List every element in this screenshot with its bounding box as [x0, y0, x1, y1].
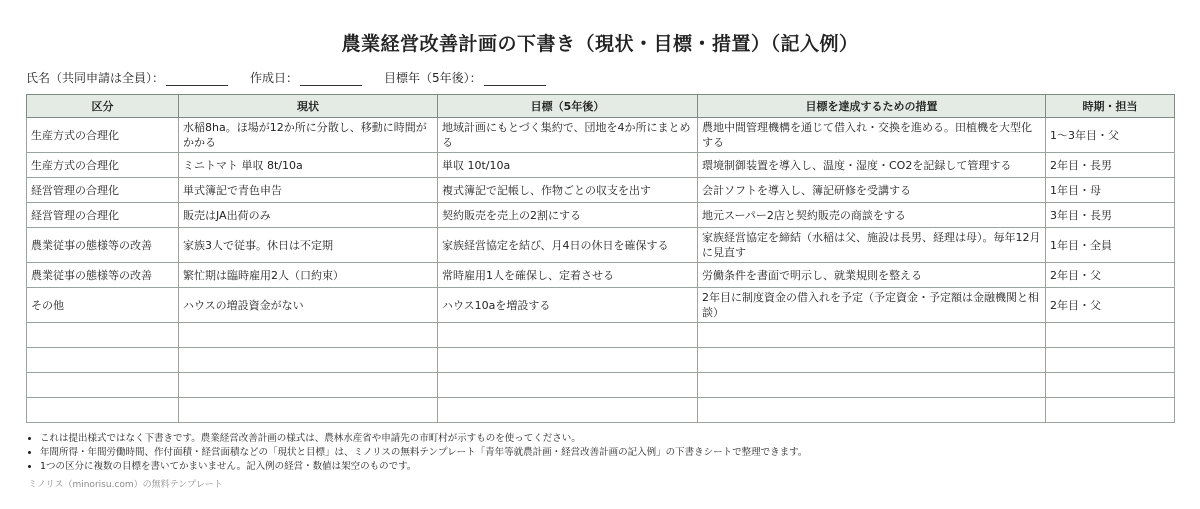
cell-current: 繁忙期は臨時雇用2人（口約束）	[179, 263, 438, 288]
name-label: 氏名（共同申請は全員）：	[26, 71, 165, 85]
name-blank	[166, 73, 228, 86]
empty-cell[interactable]	[438, 373, 698, 398]
plan-table	[26, 94, 1175, 423]
cell-goal: 単収 10t/10a	[438, 153, 698, 178]
empty-row	[27, 398, 1175, 423]
cell-timing: 1年目・全員	[1046, 228, 1175, 263]
cell-goal: 常時雇用1人を確保し、定着させる	[438, 263, 698, 288]
cell-current: ハウスの増設資金がない	[179, 288, 438, 323]
cell-goal: 複式簿記で記帳し、作物ごとの収支を出す	[438, 178, 698, 203]
cell-current: 単式簿記で青色申告	[179, 178, 438, 203]
empty-row	[27, 323, 1175, 348]
empty-cell[interactable]	[438, 348, 698, 373]
header-goal: 目標（5年後）	[438, 95, 698, 118]
footer-credit: ミノリス（minorisu.com）の無料テンプレート	[28, 480, 223, 490]
cell-timing: 2年目・長男	[1046, 153, 1175, 178]
cell-measures: 会計ソフトを導入し、簿記研修を受講する	[698, 178, 1046, 203]
cell-category: 農業従事の態様等の改善	[27, 263, 179, 288]
empty-cell[interactable]	[1046, 373, 1175, 398]
cell-category: 生産方式の合理化	[27, 118, 179, 153]
cell-category: 農業従事の態様等の改善	[27, 228, 179, 263]
note-item: • 年間所得・年間労働時間、作付面積・経営面積などの「現状と目標」は、ミノリスの無料テンプレート「青年等就農計画・経営改善計画の記入例」の下書きシートで整理できます。	[40, 446, 1174, 460]
cell-timing: 1〜3年目・父	[1046, 118, 1175, 153]
cell-measures: 地元スーパー2店と契約販売の商談をする	[698, 203, 1046, 228]
page-title: 農業経営改善計画の下書き（現状・目標・措置）（記入例）	[341, 33, 859, 55]
empty-row	[27, 373, 1175, 398]
empty-cell[interactable]	[179, 348, 438, 373]
header-measures: 目標を達成するための措置	[698, 95, 1046, 118]
table-row	[27, 263, 1175, 288]
meta-fields	[26, 66, 1174, 86]
empty-cell[interactable]	[438, 323, 698, 348]
cell-current: 水稲8ha。ほ場が12か所に分散し、移動に時間がかかる	[179, 118, 438, 153]
cell-current: 販売はJA出荷のみ	[179, 203, 438, 228]
table-row	[27, 228, 1175, 263]
empty-cell[interactable]	[698, 323, 1046, 348]
empty-cell[interactable]	[27, 398, 179, 423]
name-field	[26, 69, 228, 86]
header-timing: 時期・担当	[1046, 95, 1175, 118]
date-blank	[300, 73, 362, 86]
empty-cell[interactable]	[698, 348, 1046, 373]
cell-category: 経営管理の合理化	[27, 203, 179, 228]
table-row	[27, 178, 1175, 203]
empty-cell[interactable]	[1046, 323, 1175, 348]
table-row	[27, 203, 1175, 228]
empty-row	[27, 348, 1175, 373]
empty-cell[interactable]	[179, 398, 438, 423]
target-year-field	[384, 69, 546, 86]
cell-measures: 家族経営協定を締結（水稲は父、施設は長男、経理は母）。毎年12月に見直す	[698, 228, 1046, 263]
table-row	[27, 153, 1175, 178]
empty-cell[interactable]	[438, 398, 698, 423]
empty-cell[interactable]	[179, 373, 438, 398]
empty-cell[interactable]	[698, 373, 1046, 398]
cell-goal: 家族経営協定を結び、月4日の休日を確保する	[438, 228, 698, 263]
cell-category: その他	[27, 288, 179, 323]
target-year-blank	[484, 73, 546, 86]
note-item: • これは提出様式ではなく下書きです。農業経営改善計画の様式は、農林水産省や申請先の市町村が示すものを使ってください。	[40, 432, 1174, 446]
empty-cell[interactable]	[698, 398, 1046, 423]
empty-cell[interactable]	[1046, 398, 1175, 423]
date-label: 作成日：	[250, 71, 299, 85]
empty-cell[interactable]	[1046, 348, 1175, 373]
empty-cell[interactable]	[179, 323, 438, 348]
cell-current: 家族3人で従事。休日は不定期	[179, 228, 438, 263]
cell-category: 生産方式の合理化	[27, 153, 179, 178]
table-row	[27, 288, 1175, 323]
cell-current: ミニトマト 単収 8t/10a	[179, 153, 438, 178]
cell-timing: 2年目・父	[1046, 263, 1175, 288]
notes	[26, 432, 1174, 492]
cell-goal: 地域計画にもとづく集約で、団地を4か所にまとめる	[438, 118, 698, 153]
cell-timing: 3年目・長男	[1046, 203, 1175, 228]
date-field	[250, 69, 362, 86]
table-row	[27, 118, 1175, 153]
target-year-label: 目標年（5年後）：	[384, 71, 482, 85]
cell-goal: 契約販売を売上の2割にする	[438, 203, 698, 228]
cell-measures: 2年目に制度資金の借入れを予定（予定資金・予定額は金融機関と相談）	[698, 288, 1046, 323]
header-row	[27, 95, 1175, 118]
cell-timing: 2年目・父	[1046, 288, 1175, 323]
cell-timing: 1年目・母	[1046, 178, 1175, 203]
cell-measures: 労働条件を書面で明示し、就業規則を整える	[698, 263, 1046, 288]
cell-measures: 農地中間管理機構を通じて借入れ・交換を進める。田植機を大型化する	[698, 118, 1046, 153]
header-current: 現状	[179, 95, 438, 118]
empty-cell[interactable]	[27, 323, 179, 348]
header-category: 区分	[27, 95, 179, 118]
empty-cell[interactable]	[27, 373, 179, 398]
notes-list	[28, 432, 1174, 474]
cell-goal: ハウス10aを増設する	[438, 288, 698, 323]
cell-category: 経営管理の合理化	[27, 178, 179, 203]
cell-measures: 環境制御装置を導入し、温度・湿度・CO2を記録して管理する	[698, 153, 1046, 178]
empty-cell[interactable]	[27, 348, 179, 373]
note-item: • 1つの区分に複数の目標を書いてかまいません。記入例の経営・数値は架空のものです。	[40, 460, 1174, 474]
